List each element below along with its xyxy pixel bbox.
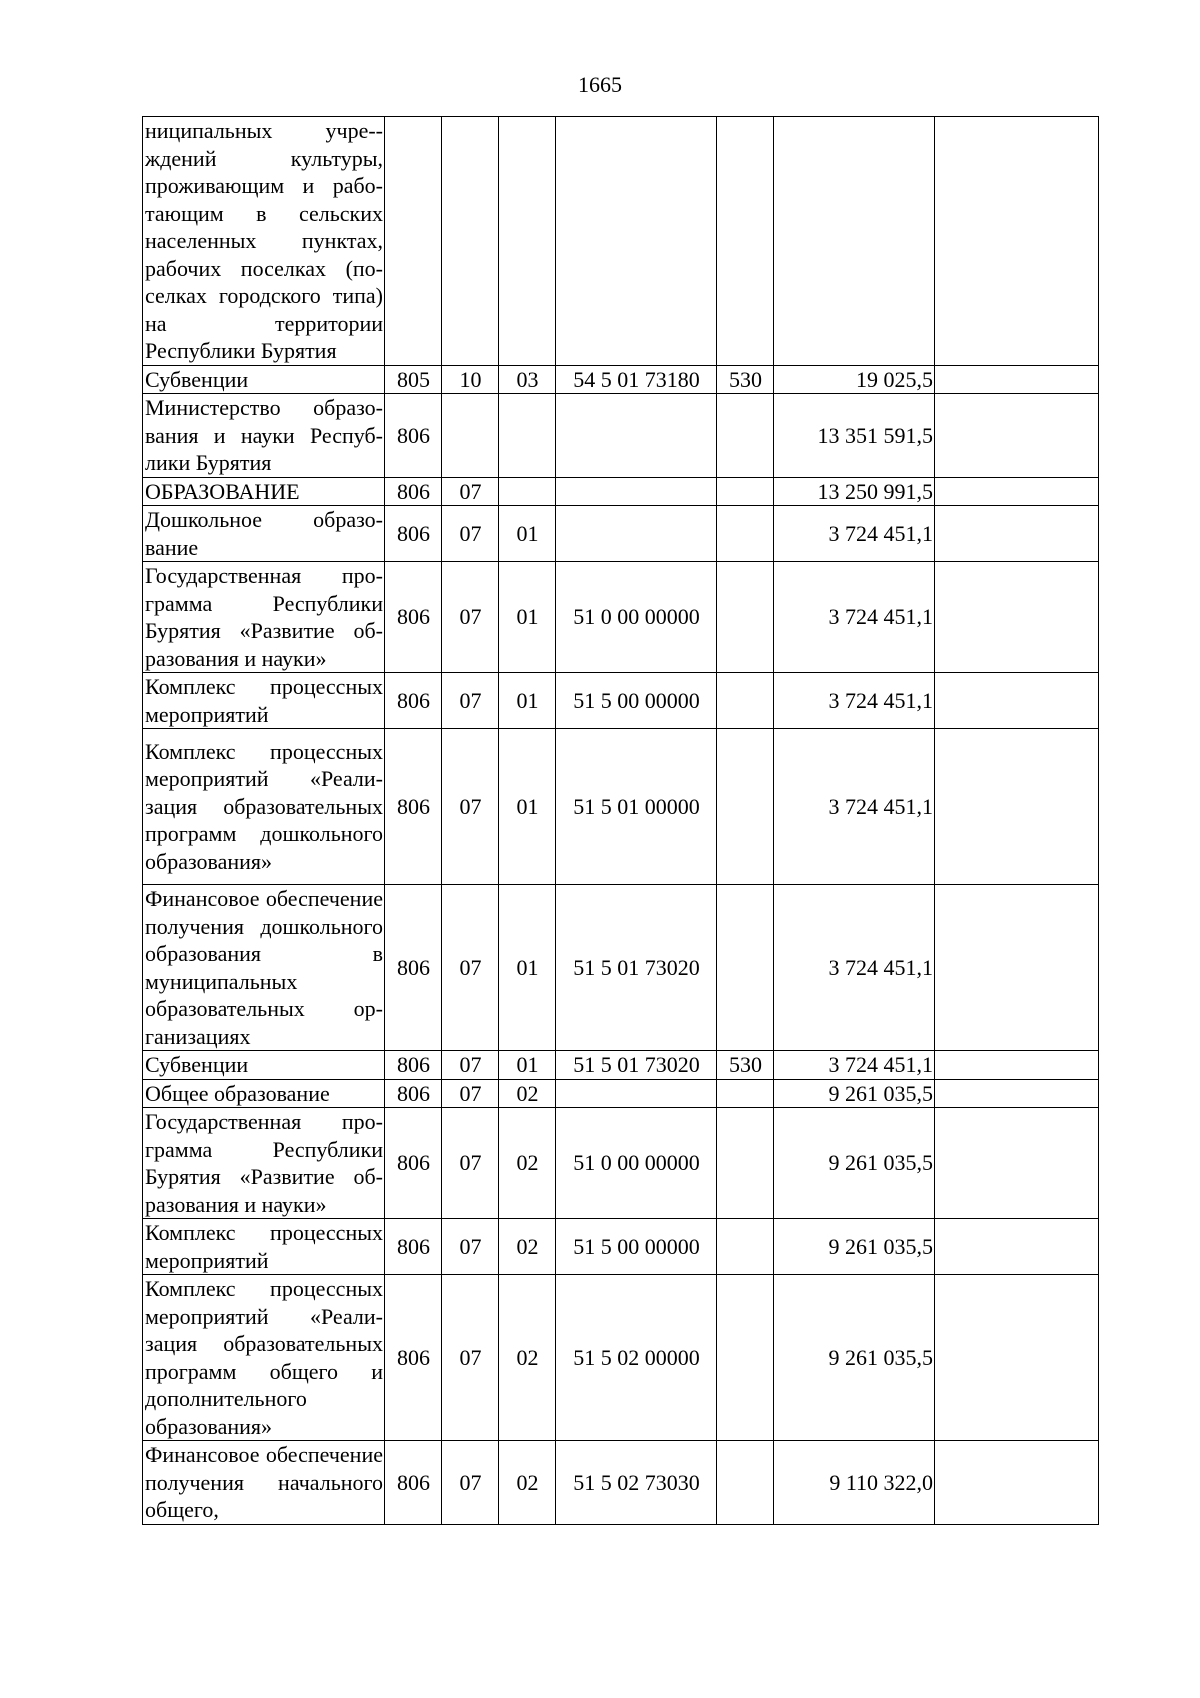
row-extra-cell: [935, 1219, 1099, 1275]
table-row: [143, 1275, 1099, 1441]
row-ved-cell: 806: [385, 562, 442, 673]
row-vr-cell: [717, 562, 774, 673]
page-number: 1665: [578, 72, 622, 97]
row-sum-cell: 9 110 322,0: [774, 1441, 935, 1525]
row-csr-cell: 51 5 01 73020: [556, 1051, 717, 1080]
row-csr-cell: 51 5 01 00000: [556, 729, 717, 885]
row-pr-cell: [499, 477, 556, 506]
row-pr-cell: 02: [499, 1079, 556, 1108]
row-rz-cell: 07: [442, 673, 499, 729]
table-row: [143, 477, 1099, 506]
row-extra-cell: [935, 729, 1099, 885]
row-ved-cell: 806: [385, 506, 442, 562]
row-vr-cell: [717, 477, 774, 506]
row-name-cell: Финансовое обеспечение получения начального общего,: [143, 1441, 385, 1525]
row-name-cell: Комплекс процессных мероприятий: [143, 673, 385, 729]
row-rz-cell: 07: [442, 1275, 499, 1441]
row-ved-cell: 806: [385, 1051, 442, 1080]
table-row: [143, 1079, 1099, 1108]
row-name-cell: Дошкольное образование: [143, 506, 385, 562]
row-vr-cell: [717, 1275, 774, 1441]
row-name-cell: Комплекс процессных мероприятий «Реализация образовательных программ общего и дополнительного образования»: [143, 1275, 385, 1441]
row-name-cell: ниципальных учре-ждений культуры, проживающим и работающим в сельских населенных пунктах, рабочих поселках (поселках городского типа) на территории Республики Бурятия: [143, 117, 385, 366]
row-rz-cell: 07: [442, 1051, 499, 1080]
row-rz-cell: 07: [442, 1441, 499, 1525]
table-row: [143, 562, 1099, 673]
row-vr-cell: [717, 673, 774, 729]
row-sum-cell: 9 261 035,5: [774, 1108, 935, 1219]
row-csr-cell: 51 5 02 00000: [556, 1275, 717, 1441]
row-csr-cell: 51 5 00 00000: [556, 673, 717, 729]
row-ved-cell: 806: [385, 729, 442, 885]
row-sum-cell: 19 025,5: [774, 365, 935, 394]
row-sum-cell: 3 724 451,1: [774, 1051, 935, 1080]
row-csr-cell: 51 0 00 00000: [556, 1108, 717, 1219]
table-row: [143, 1441, 1099, 1525]
row-extra-cell: [935, 394, 1099, 478]
row-pr-cell: [499, 117, 556, 366]
row-ved-cell: 806: [385, 1275, 442, 1441]
row-ved-cell: 806: [385, 1441, 442, 1525]
row-csr-cell: [556, 117, 717, 366]
row-pr-cell: 01: [499, 885, 556, 1051]
row-rz-cell: 07: [442, 562, 499, 673]
row-name-cell: Государственная программа Республики Бурятия «Развитие образования и науки»: [143, 562, 385, 673]
row-sum-cell: 9 261 035,5: [774, 1079, 935, 1108]
row-name-cell: ОБРАЗОВАНИЕ: [143, 477, 385, 506]
row-extra-cell: [935, 1051, 1099, 1080]
row-csr-cell: [556, 394, 717, 478]
row-sum-cell: [774, 117, 935, 366]
row-ved-cell: 806: [385, 1079, 442, 1108]
row-csr-cell: [556, 506, 717, 562]
table-row: [143, 1108, 1099, 1219]
row-vr-cell: [717, 506, 774, 562]
row-vr-cell: [717, 1079, 774, 1108]
row-vr-cell: [717, 729, 774, 885]
row-extra-cell: [935, 117, 1099, 366]
row-extra-cell: [935, 1079, 1099, 1108]
row-rz-cell: [442, 117, 499, 366]
row-extra-cell: [935, 365, 1099, 394]
table-row: [143, 729, 1099, 885]
row-vr-cell: [717, 1108, 774, 1219]
row-pr-cell: 03: [499, 365, 556, 394]
row-sum-cell: 3 724 451,1: [774, 562, 935, 673]
row-extra-cell: [935, 1108, 1099, 1219]
row-rz-cell: 07: [442, 1108, 499, 1219]
row-rz-cell: 07: [442, 885, 499, 1051]
row-name-cell: Министерство образования и науки Республики Бурятия: [143, 394, 385, 478]
row-pr-cell: 01: [499, 1051, 556, 1080]
row-vr-cell: [717, 885, 774, 1051]
row-rz-cell: [442, 394, 499, 478]
row-sum-cell: 9 261 035,5: [774, 1219, 935, 1275]
row-ved-cell: 806: [385, 1108, 442, 1219]
row-vr-cell: [717, 117, 774, 366]
row-ved-cell: 806: [385, 394, 442, 478]
row-name-cell: Общее образование: [143, 1079, 385, 1108]
row-rz-cell: 07: [442, 1079, 499, 1108]
row-ved-cell: [385, 117, 442, 366]
row-pr-cell: 01: [499, 562, 556, 673]
row-pr-cell: 01: [499, 729, 556, 885]
row-name-cell: Комплекс процессных мероприятий «Реализация образовательных программ дошкольного образования»: [143, 729, 385, 885]
row-vr-cell: [717, 1441, 774, 1525]
table-row: [143, 394, 1099, 478]
table-row: [143, 365, 1099, 394]
row-pr-cell: 02: [499, 1441, 556, 1525]
row-vr-cell: 530: [717, 365, 774, 394]
row-extra-cell: [935, 562, 1099, 673]
row-ved-cell: 806: [385, 673, 442, 729]
row-extra-cell: [935, 506, 1099, 562]
row-ved-cell: 806: [385, 885, 442, 1051]
row-rz-cell: 07: [442, 729, 499, 885]
row-extra-cell: [935, 885, 1099, 1051]
row-pr-cell: 02: [499, 1219, 556, 1275]
row-csr-cell: 54 5 01 73180: [556, 365, 717, 394]
row-extra-cell: [935, 477, 1099, 506]
row-csr-cell: [556, 477, 717, 506]
row-sum-cell: 3 724 451,1: [774, 673, 935, 729]
table-row: [143, 885, 1099, 1051]
row-pr-cell: 02: [499, 1275, 556, 1441]
row-name-cell: Субвенции: [143, 1051, 385, 1080]
row-name-cell: Комплекс процессных мероприятий: [143, 1219, 385, 1275]
row-rz-cell: 10: [442, 365, 499, 394]
row-csr-cell: 51 5 01 73020: [556, 885, 717, 1051]
row-sum-cell: 13 250 991,5: [774, 477, 935, 506]
row-rz-cell: 07: [442, 1219, 499, 1275]
table-row: [143, 1051, 1099, 1080]
row-ved-cell: 805: [385, 365, 442, 394]
row-vr-cell: [717, 394, 774, 478]
row-csr-cell: 51 0 00 00000: [556, 562, 717, 673]
row-extra-cell: [935, 1275, 1099, 1441]
row-rz-cell: 07: [442, 506, 499, 562]
row-extra-cell: [935, 1441, 1099, 1525]
row-pr-cell: 01: [499, 506, 556, 562]
row-sum-cell: 3 724 451,1: [774, 729, 935, 885]
row-sum-cell: 3 724 451,1: [774, 506, 935, 562]
row-vr-cell: [717, 1219, 774, 1275]
row-extra-cell: [935, 673, 1099, 729]
table-row: [143, 673, 1099, 729]
row-csr-cell: 51 5 02 73030: [556, 1441, 717, 1525]
row-name-cell: Финансовое обеспечение получения дошкольного образования в муниципальных образовательных организациях: [143, 885, 385, 1051]
row-ved-cell: 806: [385, 1219, 442, 1275]
row-ved-cell: 806: [385, 477, 442, 506]
row-sum-cell: 13 351 591,5: [774, 394, 935, 478]
row-csr-cell: 51 5 00 00000: [556, 1219, 717, 1275]
row-csr-cell: [556, 1079, 717, 1108]
row-vr-cell: 530: [717, 1051, 774, 1080]
row-sum-cell: 9 261 035,5: [774, 1275, 935, 1441]
row-rz-cell: 07: [442, 477, 499, 506]
table-row: [143, 1219, 1099, 1275]
budget-table: [142, 116, 1099, 1525]
row-pr-cell: 02: [499, 1108, 556, 1219]
row-name-cell: Субвенции: [143, 365, 385, 394]
budget-table-body: [143, 117, 1099, 1525]
row-pr-cell: [499, 394, 556, 478]
row-pr-cell: 01: [499, 673, 556, 729]
row-sum-cell: 3 724 451,1: [774, 885, 935, 1051]
table-row: [143, 117, 1099, 366]
table-row: [143, 506, 1099, 562]
row-name-cell: Государственная программа Республики Бурятия «Развитие образования и науки»: [143, 1108, 385, 1219]
